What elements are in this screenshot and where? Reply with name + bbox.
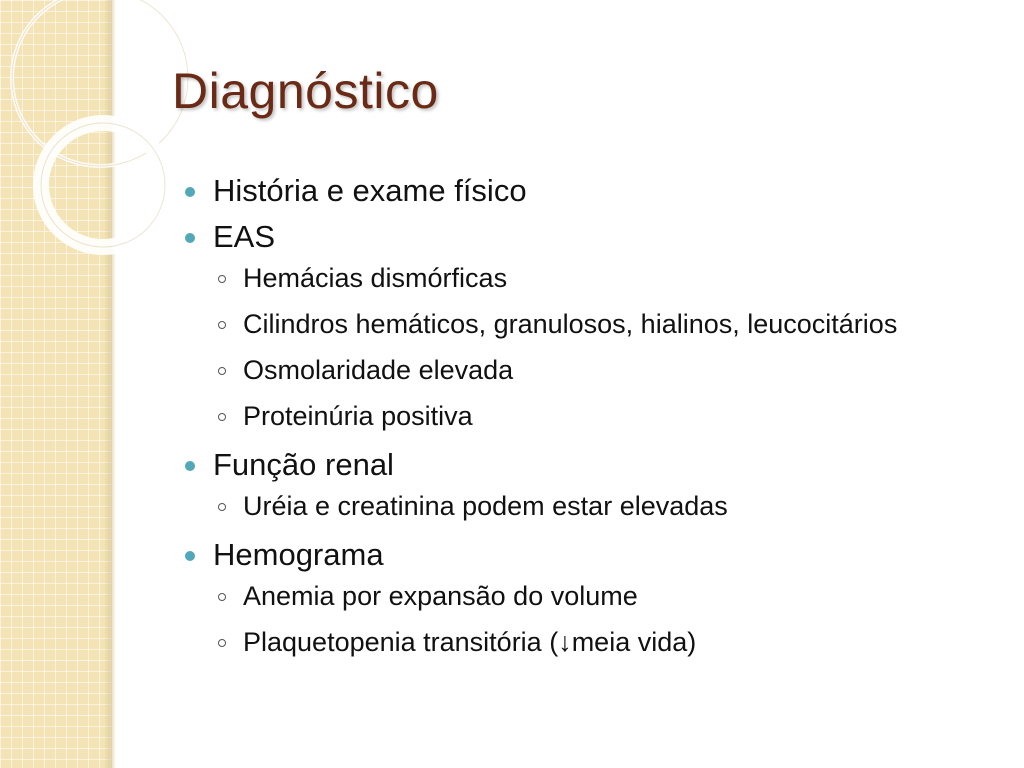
bullet-item <box>182 171 982 211</box>
bullet-dot-icon <box>185 551 195 561</box>
decorative-rings <box>0 0 200 300</box>
sub-bullet-item <box>182 579 982 614</box>
sub-bullet-ring-icon <box>218 639 226 647</box>
sub-bullet-text: Hemácias dismórficas <box>243 263 508 293</box>
bullet-dot-icon <box>185 233 195 243</box>
sub-bullet-item <box>182 399 982 434</box>
bullet-text: Hemograma <box>213 537 384 572</box>
bullet-item <box>182 217 982 257</box>
bullet-dot-icon <box>185 461 195 471</box>
bullet-list <box>182 165 982 671</box>
sub-bullet-item <box>182 489 982 524</box>
sub-bullet-text: Uréia e creatinina podem estar elevadas <box>243 491 728 521</box>
sub-bullet-text: Anemia por expansão do volume <box>243 581 638 611</box>
sub-bullet-item <box>182 625 982 660</box>
sub-bullet-ring-icon <box>218 593 226 601</box>
bullet-text: História e exame físico <box>213 173 527 208</box>
sub-bullet-ring-icon <box>218 367 226 375</box>
sub-bullet-text: Cilindros hemáticos, granulosos, hialinos, leucocitários <box>243 309 898 339</box>
slide-title: Diagnóstico <box>172 63 439 119</box>
bullet-text: EAS <box>213 219 276 254</box>
sub-bullet-item <box>182 261 982 296</box>
sub-bullet-item <box>182 307 982 342</box>
sub-bullet-ring-icon <box>218 413 226 421</box>
sub-bullet-text: Plaquetopenia transitória (↓meia vida) <box>243 627 697 657</box>
bullet-text: Função renal <box>213 447 394 482</box>
sub-bullet-item <box>182 353 982 388</box>
sub-bullet-ring-icon <box>218 503 226 511</box>
sub-bullet-text: Proteinúria positiva <box>243 401 473 431</box>
bullet-dot-icon <box>185 187 195 197</box>
sub-bullet-ring-icon <box>218 321 226 329</box>
sub-bullet-text: Osmolaridade elevada <box>243 355 514 385</box>
sub-bullet-ring-icon <box>218 275 226 283</box>
bullet-item <box>182 535 982 575</box>
bullet-item <box>182 445 982 485</box>
